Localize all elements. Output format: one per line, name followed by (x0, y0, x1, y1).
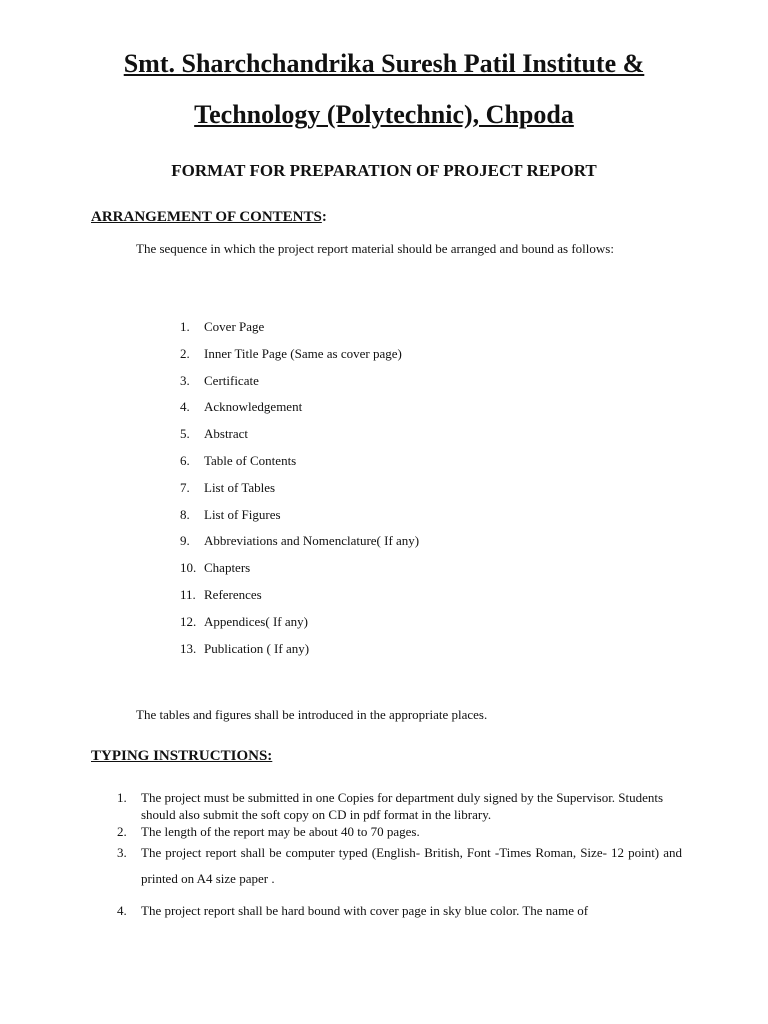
list-item-number: 3. (180, 372, 190, 388)
list-item-text: Chapters (204, 560, 251, 576)
list-item-number: 4. (117, 903, 127, 918)
list-item-number: 5. (180, 426, 190, 442)
list-item-number: 4. (180, 399, 190, 415)
typing-heading-text: TYPING INSTRUCTIONS: (91, 748, 273, 764)
list-item (180, 371, 600, 398)
list-item-text: Abbreviations and Nomenclature( If any) (204, 533, 420, 549)
list-item-number: 1. (117, 790, 127, 805)
list-item (180, 505, 600, 532)
list-item-text: List of Figures (204, 506, 281, 522)
list-item-text: The length of the report may be about 40 to 70 pages. (141, 824, 420, 839)
arrangement-intro: The sequence in which the project report material should be arranged and bound as follows: (136, 241, 614, 256)
list-item (180, 317, 600, 344)
list-item-number: 2. (117, 824, 127, 839)
list-item-number: 13. (180, 640, 197, 656)
document-title-line-1: Smt. Sharchchandrika Suresh Patil Institute & (123, 49, 645, 78)
list-item (180, 531, 600, 558)
document-subtitle: FORMAT FOR PREPARATION OF PROJECT REPORT (171, 161, 597, 180)
list-item-number: 2. (180, 345, 190, 361)
list-item (180, 585, 600, 612)
list-item-text: Publication ( If any) (204, 640, 310, 656)
tables-figures-note: The tables and figures shall be introduced in the appropriate places. (136, 707, 488, 722)
list-item (180, 424, 600, 451)
typing-instructions-list (117, 789, 682, 924)
document-title-line-2: Technology (Polytechnic), Chpoda (194, 100, 574, 129)
list-item-text: The project must be submitted in one Copies for department duly signed by the Supervisor. Students should also submit the soft copy on CD in pdf format in the library. (141, 790, 664, 822)
list-item-number: 10. (180, 560, 197, 576)
list-item (180, 344, 600, 371)
contents-list (180, 317, 600, 665)
list-item (117, 898, 682, 924)
list-item-text: Appendices( If any) (204, 613, 308, 629)
list-item (180, 612, 600, 639)
list-item-text: Acknowledgement (204, 399, 303, 415)
list-item-number: 3. (117, 845, 127, 860)
list-item-text: References (204, 586, 262, 602)
list-item (117, 823, 682, 840)
list-item (117, 789, 682, 823)
list-item (180, 558, 600, 585)
list-item-text: Cover Page (204, 319, 265, 334)
list-item-number: 6. (180, 452, 190, 468)
list-item-text: Abstract (204, 426, 249, 442)
list-item (180, 397, 600, 424)
list-item-number: 7. (180, 479, 190, 495)
list-item-number: 1. (180, 319, 190, 334)
arrangement-heading-colon: : (321, 209, 327, 225)
list-item (180, 478, 600, 505)
arrangement-heading (91, 207, 327, 227)
list-item-text: List of Tables (204, 479, 276, 495)
list-item (117, 840, 682, 892)
list-item-number: 9. (180, 533, 190, 549)
list-item (180, 451, 600, 478)
list-item-number: 8. (180, 506, 190, 522)
list-item-text: Inner Title Page (Same as cover page) (204, 345, 402, 361)
list-item-text: The project report shall be computer typed (English- British, Font -Times Roman, Size- 12 point) and printed on A4 size paper . (141, 845, 682, 886)
list-item-number: 12. (180, 613, 197, 629)
typing-heading (91, 746, 272, 766)
list-item-number: 11. (180, 586, 196, 602)
list-item-text: Table of Contents (204, 452, 297, 468)
list-item (180, 639, 600, 666)
arrangement-heading-text: ARRANGEMENT OF CONTENTS (91, 209, 322, 225)
list-item-text: Certificate (204, 372, 259, 388)
list-item-text: The project report shall be hard bound with cover page in sky blue color. The name of (141, 903, 589, 918)
